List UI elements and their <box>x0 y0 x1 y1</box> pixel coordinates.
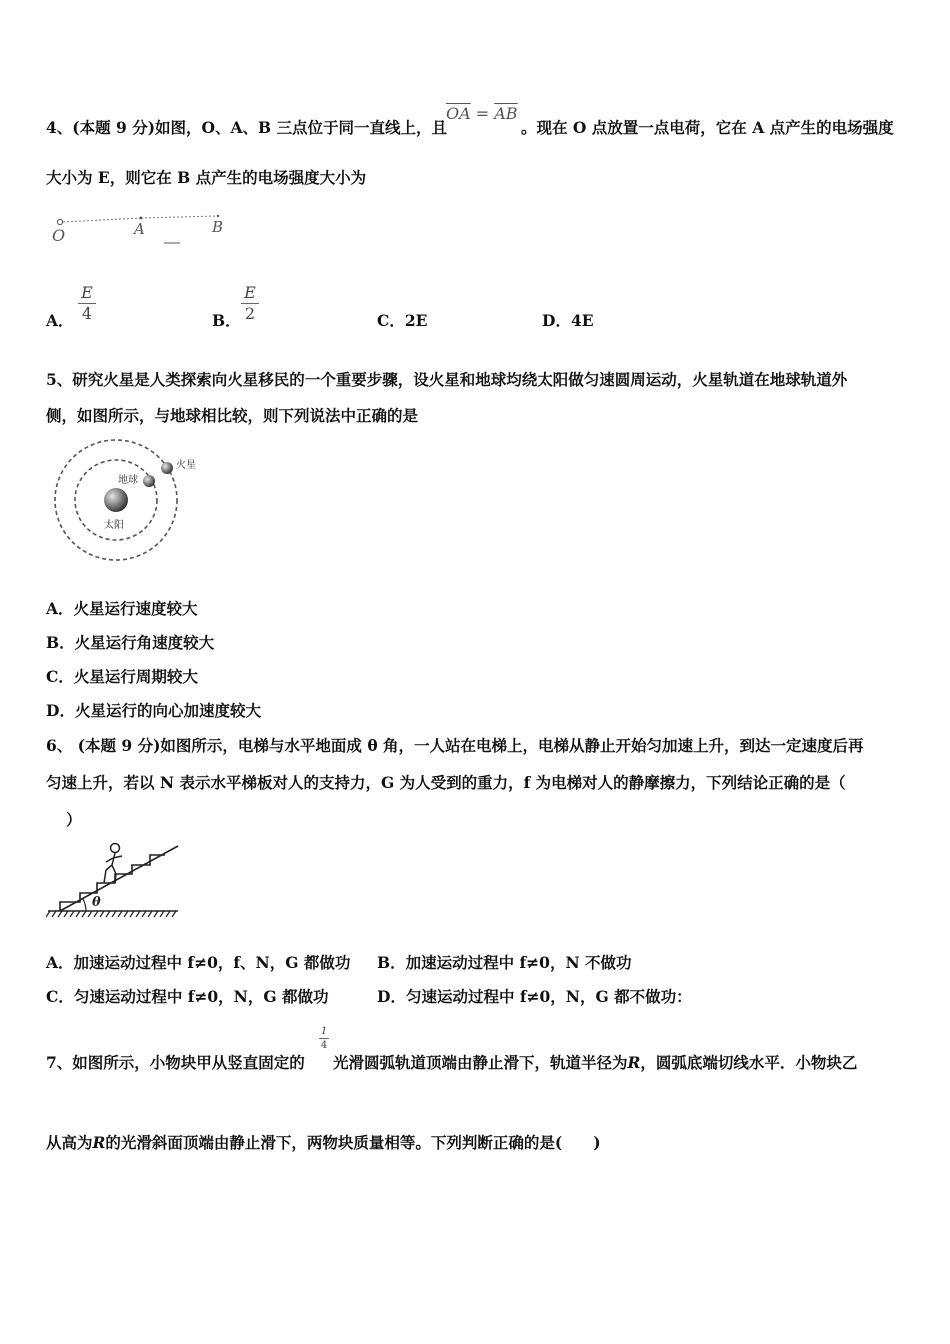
q6-option-a: A．加速运动过程中 f≠0，f、N，G 都做功 <box>46 953 351 972</box>
label-earth: 地球 <box>118 475 138 486</box>
q4-equation <box>446 104 518 123</box>
q7-frac-num: 1 <box>320 1026 328 1037</box>
q6-line-2: 匀速上升，若以 N 表示水平梯板对人的支持力，G 为人受到的重力，f 为电梯对人的静摩擦力，下列结论正确的是（ <box>46 773 846 792</box>
q7-line-1-rest <box>333 1051 857 1073</box>
q5-option-c: C．火星运行周期较大 <box>46 667 198 686</box>
q7-line-1 <box>46 1051 305 1073</box>
label-o: O <box>52 226 66 245</box>
q6-option-d: D．匀速运动过程中 f≠0，N，G 都不做功： <box>377 987 692 1006</box>
q6-option-b: B．加速运动过程中 f≠0，N 不做功 <box>377 953 632 972</box>
q6-escalator-figure <box>46 838 181 920</box>
q6-option-c: C．匀速运动过程中 f≠0，N，G 都做功 <box>46 987 329 1006</box>
label-mars: 火星 <box>176 460 196 471</box>
q7-line2-start: 从高为 <box>46 1133 93 1152</box>
q7-height-symbol: R <box>92 1133 106 1152</box>
q4-a-den: 4 <box>81 304 93 323</box>
q4-option-b-label: B． <box>212 311 241 330</box>
q7-quarter-fraction <box>319 1026 329 1051</box>
q4-line2-text: 大小为 E，则它在 B 点产生的电场强度大小为 <box>46 168 367 187</box>
q6-line-3: ） <box>66 810 82 829</box>
q4-c-text: 2E <box>404 311 428 330</box>
q7-line1-start: 7、如图所示，小物块甲从竖直固定的 <box>46 1053 305 1072</box>
q5-option-a: A．火星运行速度较大 <box>46 599 198 618</box>
label-sun: 太阳 <box>104 520 124 531</box>
q4-eq-left: $\overline{OA}$ <box>446 104 471 123</box>
q5-line-2: 侧，如图所示，与地球相比较，则下列说法中正确的是 <box>46 406 419 425</box>
label-theta: θ <box>92 895 101 910</box>
q7-line1-mid: 光滑圆弧轨道顶端由静止滑下，轨道半径为 <box>333 1053 628 1072</box>
q4-c-label: C． <box>377 311 405 330</box>
q4-b-num: E <box>244 283 256 302</box>
ground-hatch <box>46 911 176 917</box>
q4-a-num: E <box>81 283 93 302</box>
q5-option-d: D．火星运行的向心加速度较大 <box>46 701 261 720</box>
q6-line-1: 6、 (本题 9 分)如图所示，电梯与水平地面成 θ 角，一人站在电梯上，电梯从静止开始匀加速上升，到达一定速度后再 <box>46 736 864 755</box>
sun-icon <box>104 488 128 512</box>
q4-line-1 <box>46 116 447 138</box>
q7-line2-end: 的光滑斜面顶端由静止滑下，两物块质量相等。下列判断正确的是( ) <box>105 1133 601 1152</box>
q4-d-text: 4E <box>570 311 594 330</box>
point-b <box>217 215 219 217</box>
earth-icon <box>143 475 155 487</box>
person-icon <box>104 844 122 884</box>
label-b: B <box>212 218 224 236</box>
q7-line-2 <box>46 1131 601 1153</box>
angle-arc <box>83 899 86 911</box>
q4-option-b-fraction <box>241 284 259 323</box>
q7-line1-end: ，圆弧底端切线水平．小物块乙 <box>640 1053 858 1072</box>
q5-option-b: B．火星运行角速度较大 <box>46 633 215 652</box>
line-ab <box>141 216 218 218</box>
q4-option-a-label: A． <box>46 311 74 330</box>
q4-line1-end: 。现在 O 点放置一点电荷，它在 A 点产生的电场强度 <box>521 118 894 137</box>
q4-option-c <box>377 309 427 331</box>
q4-line1-start: 4、(本题 9 分)如图，O、A、B 三点位于同一直线上，且 <box>46 118 448 137</box>
q7-frac-den: 4 <box>320 1040 328 1051</box>
label-a: A <box>134 220 145 238</box>
point-o <box>57 219 62 224</box>
line-oa <box>63 218 141 222</box>
q4-option-a-fraction <box>78 284 96 323</box>
q4-eq-sign: = <box>470 104 495 123</box>
q4-eq-right: $\overline{AB}$ <box>494 104 518 123</box>
mars-icon <box>161 462 173 474</box>
q4-option-d <box>542 309 594 331</box>
q7-radius-symbol: R <box>627 1053 641 1072</box>
q5-line-1: 5、研究火星是人类探索向火星移民的一个重要步骤，设火星和地球均绕太阳做匀速圆周运动，火星轨道在地球轨道外 <box>46 370 848 389</box>
q4-line-1-end <box>521 116 894 138</box>
q4-b-den: 2 <box>244 304 256 323</box>
q4-line-2 <box>46 166 366 188</box>
q4-d-label: D． <box>542 311 571 330</box>
